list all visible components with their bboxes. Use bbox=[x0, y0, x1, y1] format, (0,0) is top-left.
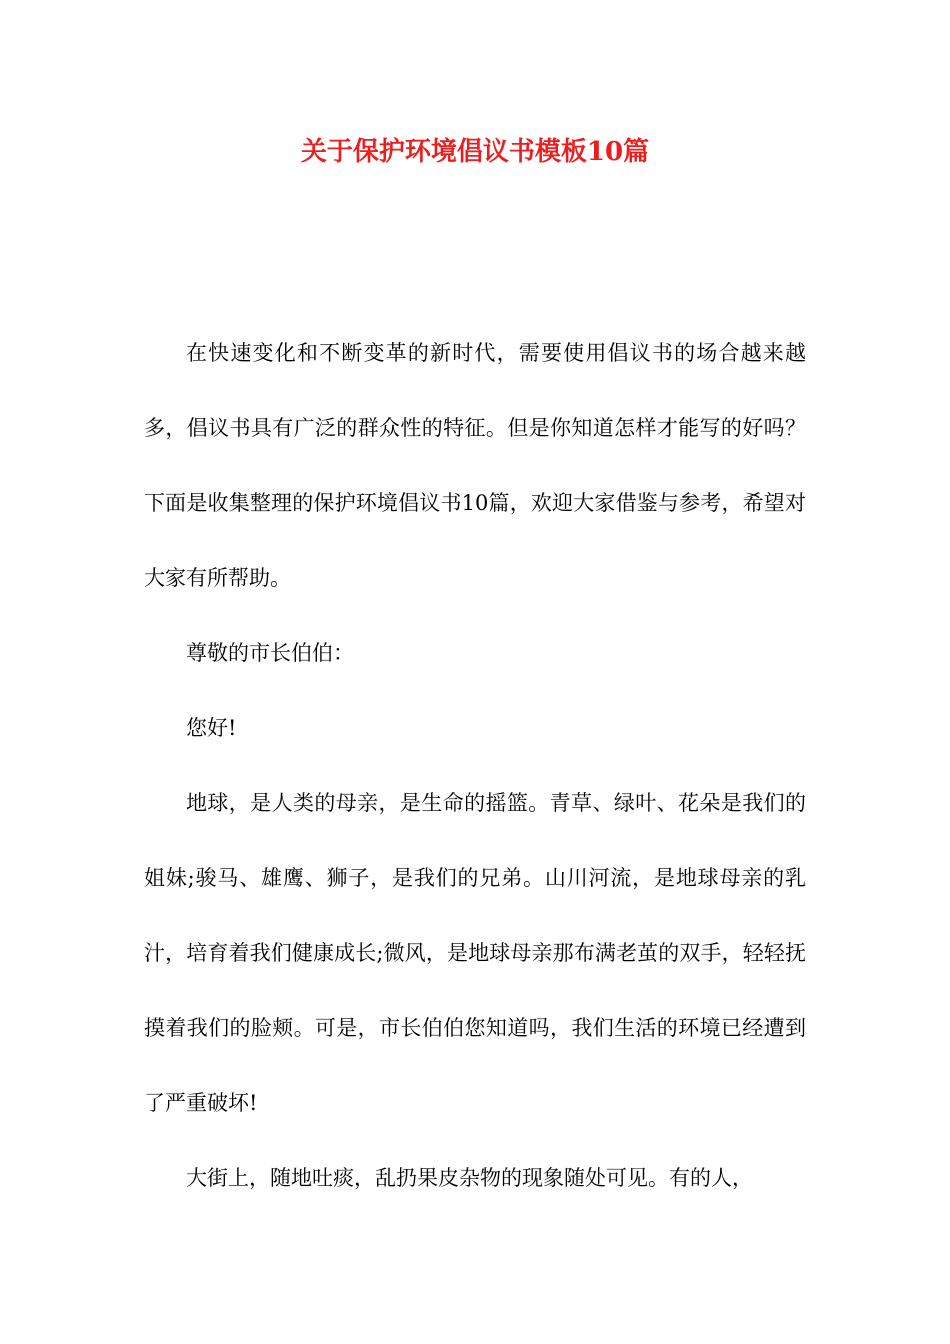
paragraph-earth: 地球，是人类的母亲，是生命的摇篮。青草、绿叶、花朵是我们的姐妹;骏马、雄鹰、狮子，是我们的兄弟。山川河流，是地球母亲的乳汁，培育着我们健康成长;微风，是地球母亲那布满老茧的双手，轻轻抚摸着我们的脸颊。可是，市长伯伯您知道吗，我们生活的环境已经遭到了严重破坏! bbox=[144, 791, 806, 1115]
paragraph-street: 大街上，随地吐痰，乱扔果皮杂物的现象随处可见。有的人， bbox=[186, 1166, 753, 1190]
document-body bbox=[144, 316, 806, 1216]
paragraph-greeting: 您好! bbox=[186, 716, 237, 740]
paragraph-salutation: 尊敬的市长伯伯： bbox=[186, 641, 354, 665]
paragraph-intro: 在快速变化和不断变革的新时代，需要使用倡议书的场合越来越多，倡议书具有广泛的群众性的特征。但是你知道怎样才能写的好吗？下面是收集整理的保护环境倡议书10篇，欢迎大家借鉴与参考，希望对大家有所帮助。 bbox=[144, 341, 806, 590]
document-title: 关于保护环境倡议书模板10篇 bbox=[300, 137, 650, 167]
